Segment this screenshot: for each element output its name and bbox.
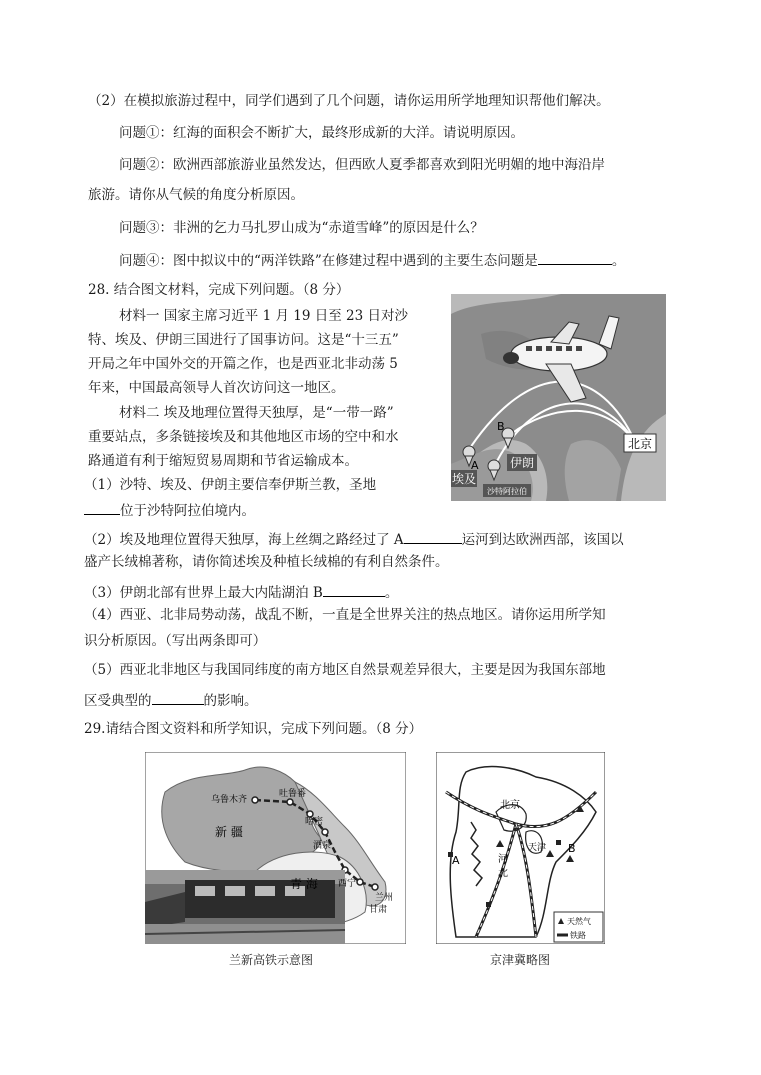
q28-material1-line3: 开局之年中国外交的开篇之作，也是西亚北非动荡 5 [88,356,398,372]
label-tianjin: 天津 [528,843,547,853]
jingjinji-map [436,752,605,944]
q27-problem-2-cont: 旅游。请你从气候的角度分析原因。 [88,187,304,203]
q28-material2-line3: 路通道有利于缩短贸易周期和节省运输成本。 [88,453,358,469]
label-gansu: 甘肃 [369,905,388,915]
label-turpan: 吐鲁番 [279,789,307,799]
fig1-caption: 兰新高铁示意图 [229,953,314,967]
answer-blank[interactable] [404,529,462,544]
q28-sub2: （2）埃及地理位置得天独厚，海上丝绸之路经过了 A 运河到达欧洲西部，该国以 [84,529,624,549]
q27-problem-4: 问题④：图中拟议中的“两洋铁路”在修建过程中遇到的主要生态问题是 。 [119,250,625,270]
q28-sub3: （3）伊朗北部有世界上最大内陆湖泊 B 。 [84,582,398,602]
answer-blank[interactable] [538,250,612,265]
label-urumqi: 乌鲁木齐 [211,795,248,805]
map-label-riyadh: 沙特阿拉伯 [487,487,527,496]
fig2-caption: 京津冀略图 [490,953,551,967]
map-label-egypt: 埃及 [451,472,477,486]
map-label-beijing: 北京 [627,437,653,451]
map-label-b: B [497,420,505,433]
label-a: A [452,854,460,867]
label-b: B [568,842,576,855]
q28-material1-line2: 特、埃及、伊朗三国进行了国事访问。这是“十三五” [88,332,399,348]
map-label-a: A [471,459,479,472]
q27-problem-1: 问题①：红海的面积会不断扩大，最终形成新的大洋。请说明原因。 [119,125,524,141]
q28-sub1-cont: 位于沙特阿拉伯境内。 [84,500,255,520]
q28-sub2-cont: 盛产长绒棉著称，请你简述埃及种植长绒棉的有利自然条件。 [84,554,449,570]
label-xinjiang: 新 疆 [215,825,243,839]
q29-title: 29.请结合图文资料和所学知识，完成下列问题。（8 分） [84,721,423,737]
label-qinghai: 青 海 [290,877,318,891]
label-jiuquan: 酒泉 [313,841,332,851]
q28-title: 28. 结合图文材料，完成下列问题。（8 分） [88,282,350,298]
legend-gas: 天然气 [567,917,591,926]
q28-sub4: （4）西亚、北非局势动荡，战乱不断，一直是全世界关注的热点地区。请你运用所学知 [84,607,606,623]
q27-problem-3: 问题③：非洲的乞力马扎罗山成为“赤道雪峰”的原因是什么？ [119,220,484,236]
q28-sub5-cont: 区受典型的 的影响。 [84,690,258,710]
q28-sub1: （1）沙特、埃及、伊朗主要信奉伊斯兰教，圣地 [84,477,377,493]
legend-rail: 铁路 [570,931,586,940]
label-lanzhou: 兰州 [375,893,394,903]
q28-material1-line4: 年来，中国最高领导人首次访问这一地区。 [88,380,345,396]
label-hebei-1: 河 [498,854,508,865]
label-hebei-2: 北 [498,868,508,879]
label-hami: 哈密 [305,817,324,827]
q28-sub5: （5）西亚北非地区与我国同纬度的南方地区自然景观差异很大，主要是因为我国东部地 [84,662,606,678]
label-xining: 西宁 [338,879,357,889]
lanxin-rail-map [145,752,406,944]
answer-blank[interactable] [84,500,120,515]
label-beijing: 北京 [500,800,520,811]
map-label-iran: 伊朗 [509,456,535,470]
q27-problem-2: 问题②：欧洲西部旅游业虽然发达，但西欧人夏季都喜欢到阳光明媚的地中海沿岸 [119,157,605,173]
q28-material2-line2: 重要站点，多条链接埃及和其他地区市场的空中和水 [88,429,399,445]
q27-part2-intro: （2）在模拟旅游过程中，同学们遇到了几个问题，请你运用所学地理知识帮他们解决。 [88,93,610,109]
q27-problem-4-text: 问题④：图中拟议中的“两洋铁路”在修建过程中遇到的主要生态问题是 [119,253,538,269]
q28-map [451,294,666,501]
q28-sub4-cont: 识分析原因。（写出两条即可） [84,633,267,649]
answer-blank[interactable] [323,582,385,597]
answer-blank[interactable] [152,690,204,705]
q28-material1-line1: 材料一 国家主席习近平 1 月 19 日至 23 日对沙 [119,308,408,324]
q28-material2-line1: 材料二 埃及地理位置得天独厚，是“一带一路” [119,405,394,421]
